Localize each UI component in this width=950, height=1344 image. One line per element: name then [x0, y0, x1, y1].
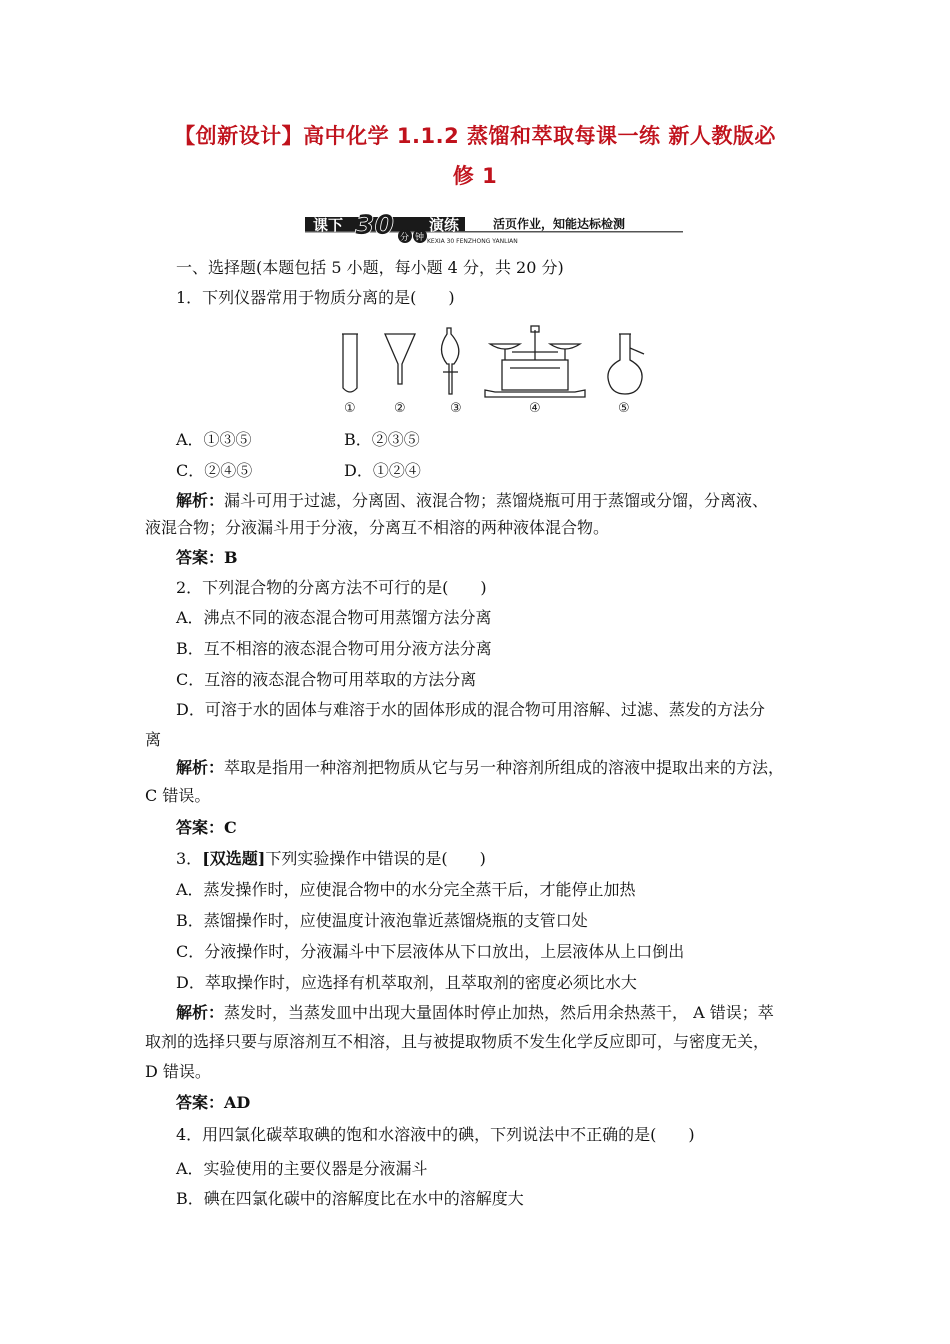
figure-label-2: ② [394, 401, 406, 416]
figure-label-4: ④ [529, 401, 541, 416]
q2-option-b: B．互不相溶的液态混合物可用分液方法分离 [176, 639, 492, 658]
q2-option-d-line1: D．可溶于水的固体与难溶于水的固体形成的混合物可用溶解、过滤、蒸发的方法分 [176, 700, 765, 719]
q3-stem-text: 下列实验操作中错误的是( ) [265, 849, 486, 868]
q1-stem: 1．下列仪器常用于物质分离的是( ) [176, 288, 455, 307]
document-title-line2: 修 1 [452, 164, 498, 188]
q4-stem: 4．用四氯化碳萃取碘的饱和水溶液中的碘，下列说法中不正确的是( ) [176, 1125, 695, 1144]
figure-label-5: ⑤ [618, 401, 630, 416]
separatory-funnel-icon [442, 328, 459, 394]
q3-option-d: D．萃取操作时，应选择有机萃取剂，且萃取剂的密度必须比水大 [176, 973, 637, 992]
q2-option-d-line2: 离 [145, 730, 162, 749]
banner-slogan: 活页作业，知能达标检测 [493, 217, 626, 231]
q3-option-a: A．蒸发操作时，应使混合物中的水分完全蒸干后，才能停止加热 [176, 880, 636, 899]
q3-analysis-line3: D 错误。 [145, 1062, 211, 1081]
distilling-flask-icon [608, 334, 644, 394]
q2-analysis-text1: 萃取是指用一种溶剂把物质从它与另一种溶剂所组成的溶液中提取出来的方法， [224, 758, 785, 777]
figure-label-3: ③ [450, 401, 462, 416]
banner-small-char-1: 分 [400, 233, 410, 243]
q1-analysis-label: 解析： [176, 491, 225, 510]
q3-stem-number: 3． [176, 849, 203, 868]
banner-right-text: 演练 [429, 216, 460, 234]
q3-analysis-line2: 取剂的选择只要与原溶剂互不相溶，且与被提取物质不发生化学反应即可，与密度无关， [145, 1032, 770, 1051]
q1-option-c: C．②④⑤ [176, 461, 253, 480]
q2-option-a: A．沸点不同的液态混合物可用蒸馏方法分离 [176, 608, 492, 627]
q2-answer: 答案：C [176, 818, 237, 837]
q2-analysis-line1 [176, 758, 784, 778]
q4-option-b: B．碘在四氯化碳中的溶解度比在水中的溶解度大 [176, 1189, 524, 1208]
banner-left-text: 课下 [313, 216, 344, 234]
q3-option-c: C．分液操作时，分液漏斗中下层液体从下口放出，上层液体从上口倒出 [176, 942, 685, 961]
test-tube-icon [342, 334, 358, 392]
q4-option-a: A．实验使用的主要仪器是分液漏斗 [176, 1159, 428, 1178]
q1-answer: 答案：B [176, 548, 238, 567]
q1-option-d: D．①②④ [344, 461, 421, 480]
document-title-line1: 【创新设计】高中化学 1.1.2 蒸馏和萃取每课一练 新人教版必 [174, 124, 776, 148]
q1-apparatus-figure [330, 322, 660, 416]
banner-number: 30 [355, 208, 394, 241]
q3-analysis-label: 解析： [176, 1003, 225, 1022]
balance-icon [485, 326, 585, 397]
section-heading: 一、选择题(本题包括 5 小题，每小题 4 分，共 20 分) [176, 258, 564, 277]
q2-analysis-label: 解析： [176, 758, 225, 777]
funnel-icon [385, 334, 415, 384]
q1-analysis-text1: 漏斗可用于过滤，分离固、液混合物；蒸馏烧瓶可用于蒸馏或分馏，分离液、 [224, 491, 769, 510]
q3-stem-tag: [双选题] [202, 849, 266, 868]
q1-option-a: A．①③⑤ [176, 430, 252, 449]
q3-answer: 答案：AD [176, 1093, 251, 1112]
q3-stem [176, 849, 486, 869]
q2-option-c: C．互溶的液态混合物可用萃取的方法分离 [176, 670, 477, 689]
q3-option-b: B．蒸馏操作时，应使温度计液泡靠近蒸馏烧瓶的支管口处 [176, 911, 588, 930]
q1-option-b: B．②③⑤ [344, 430, 420, 449]
q1-analysis-line2: 液混合物；分液漏斗用于分液，分离互不相溶的两种液体混合物。 [145, 518, 610, 537]
q3-analysis-line1 [176, 1003, 774, 1023]
q1-analysis-line1 [176, 491, 768, 511]
exercise-banner [305, 208, 683, 246]
q3-analysis-text1: 蒸发时，当蒸发皿中出现大量固体时停止加热，然后用余热蒸干， A 错误；萃 [224, 1003, 774, 1022]
q2-stem: 2．下列混合物的分离方法不可行的是( ) [176, 578, 487, 597]
banner-small-char-2: 钟 [415, 233, 425, 243]
figure-label-1: ① [344, 401, 356, 416]
banner-pinyin: KEXIA 30 FENZHONG YANLIAN [427, 238, 518, 245]
q2-analysis-line2: C 错误。 [145, 786, 211, 805]
